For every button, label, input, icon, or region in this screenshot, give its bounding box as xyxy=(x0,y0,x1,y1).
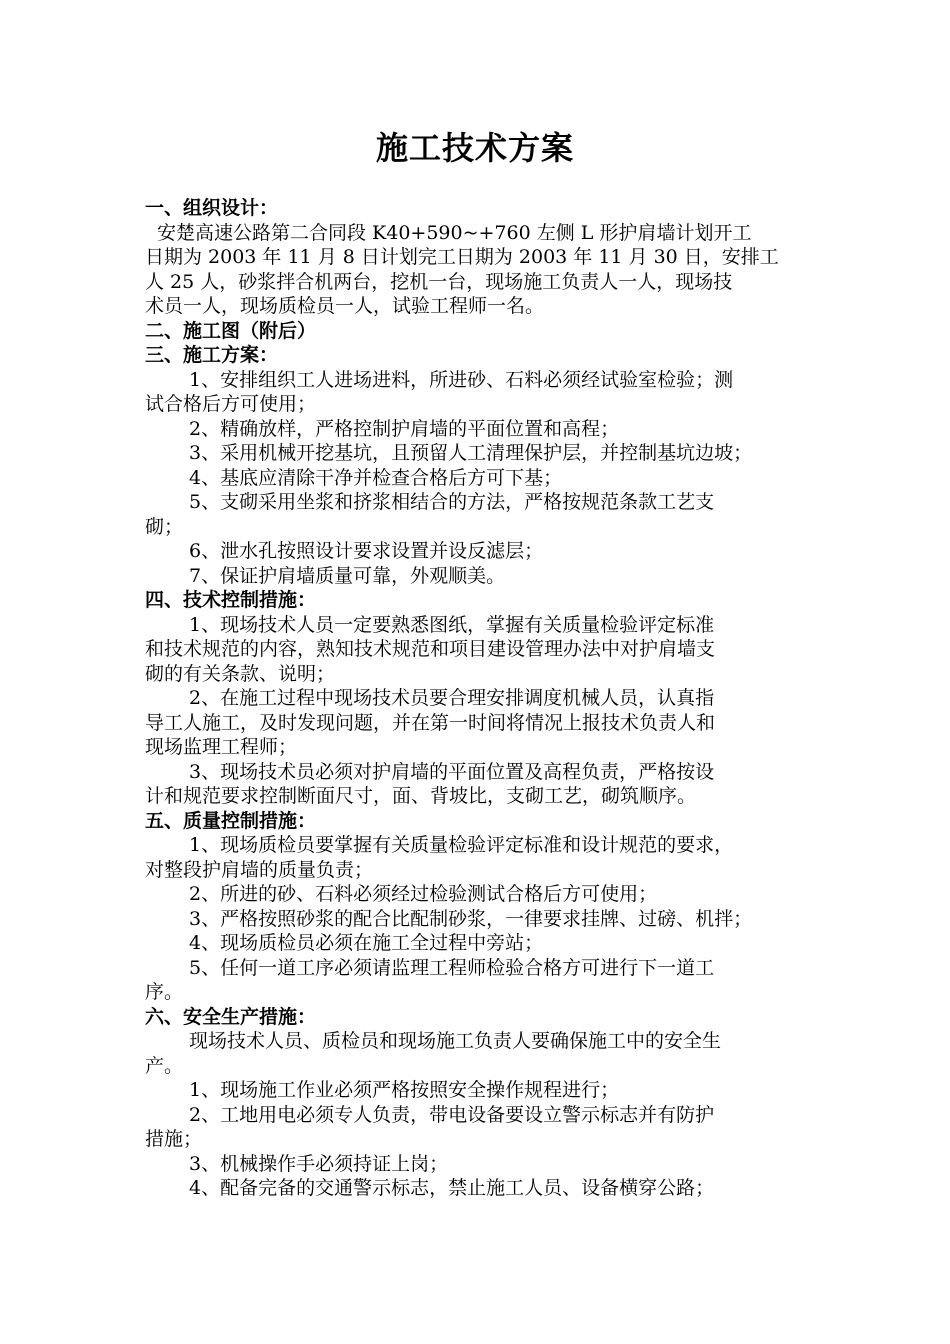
paragraph-line: 2、工地用电必须专人负责，带电设备要设立警示标志并有防护 xyxy=(189,1103,715,1126)
paragraph-line: 3、机械操作手必须持证上岗； xyxy=(189,1152,449,1175)
paragraph-line: 对整段护肩墙的质量负责； xyxy=(145,858,374,881)
paragraph-line: 2、在施工过程中现场技术员要合理安排调度机械人员，认真指 xyxy=(189,687,715,709)
paragraph-line: 安楚高速公路第二合同段 K40+590~+760 左侧 L 形护肩墙计划开工 xyxy=(157,221,752,244)
paragraph-line: 4、现场质检员必须在施工全过程中旁站； xyxy=(189,932,544,954)
paragraph-line: 4、配备完备的交通警示标志，禁止施工人员、设备横穿公路； xyxy=(189,1177,715,1199)
paragraph-line: 1、安排组织工人进场进料，所进砂、石料必须经试验室检验；测 xyxy=(189,368,734,391)
paragraph-line: 3、现场技术员必须对护肩墙的平面位置及高程负责，严格按设 xyxy=(189,760,715,783)
section-heading: 五、质量控制措施： xyxy=(145,809,317,832)
paragraph-line: 序。 xyxy=(145,981,184,1003)
section-heading: 一、组织设计： xyxy=(145,197,279,219)
section-heading: 二、施工图（附后） xyxy=(145,319,317,342)
paragraph-line: 1、现场技术人员一定要熟悉图纸，掌握有关质量检验评定标准 xyxy=(189,613,715,636)
paragraph-line: 导工人施工，及时发现问题，并在第一时间将情况上报技术负责人和 xyxy=(145,711,716,734)
paragraph-line: 术员一人，现场质检员一人，试验工程师一名。 xyxy=(145,295,545,317)
paragraph-line: 日期为 2003 年 11 月 8 日计划完工日期为 2003 年 11 月 30 日，安排工 xyxy=(145,246,779,268)
paragraph-line: 计和规范要求控制断面尺寸，面、背坡比，支砌工艺，砌筑顺序。 xyxy=(145,785,697,807)
paragraph-line: 砌的有关条款、说明； xyxy=(145,662,336,685)
paragraph-line: 人 25 人，砂浆拌合机两台，挖机一台，现场施工负责人一人，现场技 xyxy=(145,270,733,293)
document-title: 施工技术方案 xyxy=(375,129,574,167)
paragraph-line: 4、基底应清除干净并检查合格后方可下基； xyxy=(189,466,563,489)
paragraph-line: 7、保证护肩墙质量可靠，外观顺美。 xyxy=(189,564,506,587)
paragraph-line: 措施； xyxy=(145,1128,203,1150)
section-heading: 六、安全生产措施： xyxy=(145,1005,317,1028)
paragraph-line: 砌； xyxy=(145,515,184,538)
paragraph-line: 6、泄水孔按照设计要求设置并设反滤层； xyxy=(189,540,544,562)
paragraph-line: 1、现场施工作业必须严格按照安全操作规程进行； xyxy=(189,1079,620,1101)
paragraph-line: 和技术规范的内容，熟知技术规范和项目建设管理办法中对护肩墙支 xyxy=(145,638,716,660)
paragraph-line: 2、所进的砂、石料必须经过检验测试合格后方可使用； xyxy=(189,883,658,905)
paragraph-line: 产。 xyxy=(145,1054,184,1077)
paragraph-line: 现场技术人员、质检员和现场施工负责人要确保施工中的安全生 xyxy=(189,1030,722,1052)
document-body xyxy=(145,196,817,1201)
paragraph-line: 3、采用机械开挖基坑，且预留人工清理保护层，并控制基坑边坡； xyxy=(189,442,753,464)
paragraph-line: 5、任何一道工序必须请监理工程师检验合格方可进行下一道工 xyxy=(189,956,715,979)
paragraph-line: 5、支砌采用坐浆和挤浆相结合的方法，严格按规范条款工艺支 xyxy=(189,491,715,513)
section-heading: 三、施工方案： xyxy=(145,344,279,366)
paragraph-line: 试合格后方可使用； xyxy=(145,393,317,415)
paragraph-line: 2、精确放样，严格控制护肩墙的平面位置和高程； xyxy=(189,417,620,440)
paragraph-line: 3、严格按照砂浆的配合比配制砂浆，一律要求挂牌、过磅、机拌； xyxy=(189,907,753,930)
paragraph-line: 现场监理工程师； xyxy=(145,736,298,758)
paragraph-line: 1、现场质检员要掌握有关质量检验评定标准和设计规范的要求， xyxy=(189,834,734,856)
section-heading: 四、技术控制措施： xyxy=(145,589,317,611)
